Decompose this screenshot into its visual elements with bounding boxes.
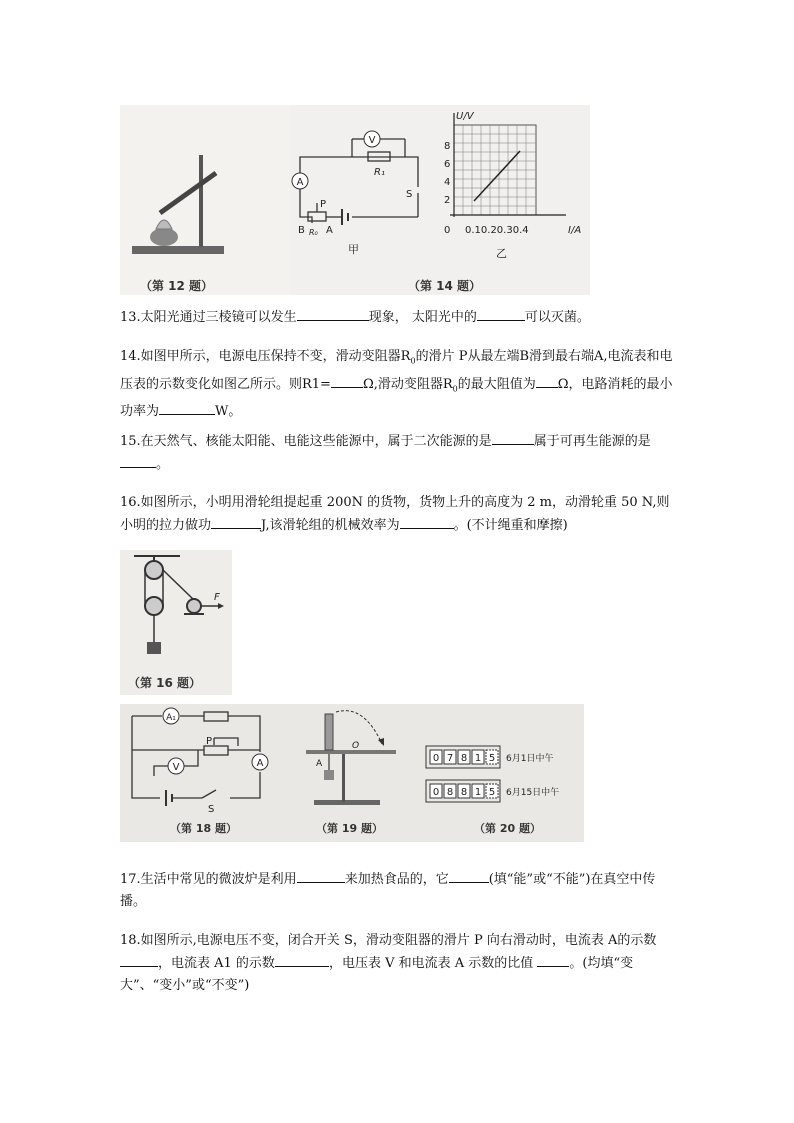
q18-text-c: ，电压表 V 和电流表 A 示数的比值 <box>328 956 538 971</box>
label-s-18: S <box>208 804 215 815</box>
label-o-19: O <box>352 741 360 751</box>
meter-2-digit-3: 8 <box>460 787 468 798</box>
q15-text-a: 15.在天然气、核能太阳能、电能这些能源中，属于二次能源的是 <box>120 434 492 449</box>
q14-text-a: 14.如图甲所示，电源电压保持不变，滑动变阻器R <box>120 349 411 364</box>
label-end-a-14: A <box>326 225 333 236</box>
stand-rod <box>199 155 203 247</box>
lever-19 <box>306 750 396 754</box>
question-18 <box>120 930 680 997</box>
meter-2-digit-2: 8 <box>446 787 454 798</box>
meter-1-date: 6月1日中午 <box>506 754 554 764</box>
label-r0-14: R₀ <box>309 228 318 237</box>
label-r1-14: R₁ <box>374 167 385 178</box>
q14-sub-0-a: 0 <box>410 356 416 366</box>
q14-text-c: Ω,滑动变阻器R <box>362 376 453 392</box>
alcohol-lamp <box>150 228 178 246</box>
graph-14 <box>450 113 566 217</box>
caption-q14: （第 14 题） <box>408 279 482 293</box>
meter-1-digit-1: 0 <box>432 753 440 764</box>
label-circuit-jia: 甲 <box>348 243 359 256</box>
q18-blank-1[interactable] <box>120 952 158 967</box>
q15-blank-1[interactable] <box>492 430 534 445</box>
stand-base <box>132 246 224 254</box>
q16-text-a: 16.如图所示，小明用滑轮组提起重 200N 的货物，货物上升的高度为 2 m，动滑轮重 50 N,则小明的拉力做功 <box>120 495 670 533</box>
resistor-18-top <box>204 712 228 721</box>
label-voltmeter-14: V <box>368 135 376 146</box>
figure-q12 <box>120 105 290 295</box>
label-end-b-14: B <box>298 225 305 236</box>
dashed-arc-19 <box>336 711 382 744</box>
flame <box>156 220 172 229</box>
meter-2-digit-1: 0 <box>432 787 440 798</box>
graph-y-tick-4: 4 <box>444 177 451 188</box>
q18-text-d: 。(均填“变大”、“变小”或“不变”) <box>120 956 634 993</box>
label-a-18: A <box>256 758 264 769</box>
meter-1-digit-2: 7 <box>446 753 454 764</box>
caption-q16: （第 16 题） <box>128 676 202 690</box>
question-14 <box>120 346 680 423</box>
label-a-19: A <box>316 759 323 769</box>
label-force-f: F <box>214 592 220 603</box>
meter-1-digit-4: 1 <box>474 753 482 764</box>
question-13 <box>120 306 680 329</box>
spring-scale-19 <box>325 714 333 750</box>
meter-1-digit-3: 8 <box>460 753 468 764</box>
q16-text-c: 。(不计绳重和摩擦) <box>453 518 568 533</box>
label-p-18: P <box>206 736 213 747</box>
guide-pulley <box>187 599 201 613</box>
q13-text-a: 13.太阳光通过三棱镜可以发生 <box>120 310 297 325</box>
q13-blank-1[interactable] <box>297 306 369 321</box>
label-slider-p-14: P <box>320 199 327 210</box>
q14-blank-2[interactable] <box>536 373 558 388</box>
q18-blank-3[interactable] <box>537 952 569 967</box>
figure-q14-drawing <box>290 105 590 295</box>
graph-y-tick-6: 6 <box>444 159 451 170</box>
rheostat-18 <box>204 746 228 755</box>
q14-sub-0-b: 0 <box>452 384 458 394</box>
q16-text-b: J,该滑轮组的机械效率为 <box>261 518 400 533</box>
q14-blank-3[interactable] <box>159 400 215 415</box>
caption-q19: （第 19 题） <box>316 822 383 835</box>
load-block <box>147 642 161 654</box>
q16-blank-2[interactable] <box>400 514 454 529</box>
q18-text-b: ，电流表 A1 的示数 <box>158 956 275 971</box>
graph-origin: 0 <box>444 225 451 236</box>
q15-text-c: 。 <box>156 457 170 472</box>
graph-x-axis-label: I/A <box>568 225 582 236</box>
q15-text-b: 属于可再生能源的是 <box>533 434 651 449</box>
q17-blank-2[interactable] <box>449 868 489 883</box>
circuit-14 <box>300 139 418 225</box>
q14-blank-1[interactable] <box>331 373 363 388</box>
figure-strip-18-20 <box>120 704 584 842</box>
weight-19 <box>324 770 334 780</box>
q14-text-b: 的滑片 P从最左端B滑到最右端A,电流表和电压表的示数变化如图乙所示。则R1= <box>120 349 673 392</box>
apparatus-19 <box>306 711 396 805</box>
caption-q18: （第 18 题） <box>170 822 237 835</box>
q14-text-f: W。 <box>215 404 242 420</box>
figure-q14 <box>290 105 590 295</box>
q14-text-d: 的最大阻值为 <box>457 376 536 392</box>
figure-q16 <box>120 550 232 695</box>
q17-text-c: (填“能”或“不能”)在真空中传播。 <box>120 872 656 909</box>
q16-blank-1[interactable] <box>211 514 261 529</box>
caption-q12: （第 12 题） <box>140 279 214 293</box>
q18-blank-2[interactable] <box>275 952 329 967</box>
label-a1-18: A₁ <box>166 713 176 723</box>
label-ammeter-14: A <box>296 177 304 188</box>
meter-2-date: 6月15日中午 <box>506 788 560 798</box>
meter-2-digit-4: 1 <box>474 787 482 798</box>
graph-y-axis-label: U/V <box>456 111 474 122</box>
meter-2-digit-5: 5 <box>488 787 496 798</box>
label-v-18: V <box>172 762 180 773</box>
figure-q12-drawing <box>120 105 290 295</box>
q14-text-e: Ω，电路消耗的最小功率为 <box>120 376 673 420</box>
graph-y-tick-2: 2 <box>444 195 451 206</box>
q13-blank-2[interactable] <box>477 306 525 321</box>
q15-blank-2[interactable] <box>120 453 156 468</box>
q17-text-a: 17.生活中常见的微波炉是利用 <box>120 872 297 887</box>
q13-text-b: 现象， 太阳光中的 <box>368 310 477 325</box>
label-switch-14: S <box>406 189 413 200</box>
question-15 <box>120 430 680 476</box>
q18-text-a: 18.如图所示,电源电压不变，闭合开关 S，滑动变阻器的滑片 P 向右滑动时，电流表 A的示数 <box>120 933 657 948</box>
graph-y-tick-8: 8 <box>444 141 451 152</box>
question-16 <box>120 492 680 537</box>
caption-q20: （第 20 题） <box>474 822 541 835</box>
q13-text-c: 可以灭菌。 <box>524 310 590 325</box>
movable-pulley <box>145 597 163 615</box>
test-tube <box>160 173 216 213</box>
circuit-18 <box>132 712 260 806</box>
fixed-pulley <box>145 561 163 579</box>
label-graph-yi: 乙 <box>496 247 507 260</box>
graph-x-ticks: 0.10.20.30.4 <box>465 225 529 236</box>
q17-blank-1[interactable] <box>297 868 345 883</box>
q17-text-b: 来加热食品的，它 <box>344 872 449 887</box>
question-17 <box>120 868 680 913</box>
meter-1-digit-5: 5 <box>488 753 496 764</box>
